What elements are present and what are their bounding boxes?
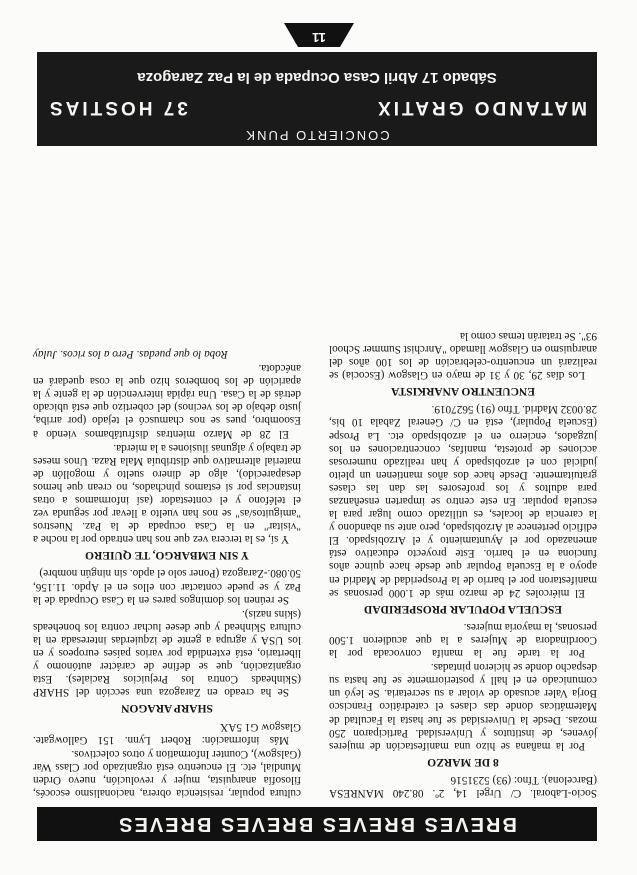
heading-sharp-aragon: SHARP ARAGON — [121, 702, 213, 715]
paragraph-sharp-aragon: Se ha creado en Zaragoza una sección del SHARP (Skinheads Contra los Prejuicios Raciales). Esta organización, que se define de carácter autónomo y libertario, está extendida por varios países europeos y en los USA y agrupa a gente de izquierdas interesada en la cultura Skinhead y que desee luchar contra los boneheads (skins nazis). — [33, 607, 301, 699]
concert-title: CONCIERTO PUNK — [244, 128, 390, 143]
heading-sin-embargo: Y SIN EMBARGO, TE QUIERO — [85, 549, 249, 562]
contact-address: Socio-Laboral. C/ Urgel 14, 2º. 08.240 MANRESA (Barcelona). Tfno: (93) 5231516 — [329, 773, 597, 799]
heading-8-marzo: 8 DE MARZO — [427, 755, 499, 768]
paragraph-sin-embargo-robbery: Y sí, es la tercera vez que nos han entrado por la noche a "visitar" en la Casa ocupada de la Paz. Nuestros "amiguitos/as" se nos han vuelto a llevar por segunda vez el teléfono y el contestador (así informamos a otras instancias por si estamos pinchados, no crean que hemos desaparecido), algo de dinero suelto y mogollón de material alternativo que distribuía Mala Raza. Unos meses de trabajo y algunas ilusiones a la mierda. — [33, 441, 301, 546]
breves-banner: BREVES BREVES BREVES BREVES — [37, 807, 597, 841]
concert-band-left: MATANDO GRATIX — [375, 97, 587, 118]
article-columns — [31, 155, 597, 799]
paragraph-encuentro-anarkista: Los días 29, 30 y 31 de mayo en Glasgow (Escocia) se realizará un encuentro-celebración de los 100 años del anarquismo en Glasgow llamado "Anrchist Summer School 93". Se tratarán temas como la — [329, 329, 597, 382]
left-column — [329, 328, 597, 799]
right-column — [33, 346, 301, 799]
paragraph-8-marzo-morning: Por la mañana se hizo una manifestación de mujeres jóvenes, de institutos y Universidad. Participaron 250 mozas. Desde la Universidad se fue hasta la Facultad de Matemáticas donde das clases el catedrático Francisco Borja Valer acusado de violar a su secretaria. Se leyó un comunicado en el hall y posteriormente se fue hasta su despacho donde se hicieron pintadas. — [329, 661, 597, 752]
paragraph-escuela-popular: El miércoles 24 de marzo más de 1.000 personas se manifestaron por el barrio de la Prosperidad de Madrid en apoyo a la Escuela Popular que desde hace quince años funciona en el barrio. Este proyecto educativo está amenazado por el Ayuntamiento y el Arzobispado. El edificio pertenece al Arzobispado, pero ante su abandono y la carencia de locales, es utilizado como lugar para la escuela popular. En este centro se imparten enseñanzas para adultos y los profesores las dan las clases gratuitamente. Desde hace dos años mantienen un pleito judicial con el arzobispado y han realizado numerosas acciones de protesta, manifas, concentraciones en los juzgados, encierro en el arzobispado etc. La Prospe (Escuela Popular), está en C/ General Zabala 10 bis, 28.0032 Madrid. Tfno (91) 5627019. — [329, 403, 597, 599]
page-number-tab — [284, 23, 354, 47]
page-number: 11 — [312, 30, 326, 45]
paragraph-sin-embargo-fire: El 28 de Marzo mientras disfrutábamos viendo a Esoombro, pues se nos chamuscó el tejado (por arriba, justo debajo de los vecinos) del cobertizo que está ubicado detrás de la Casa. Una rápida intervención de la gente y la aparición de los bomberos hizo que la cosa quedará en anécdota. — [33, 362, 301, 440]
paragraph-encuentro-continued: cultura popular, resistencia obrera, nacionalismo escocés, filosofía anarquista, mujer y revolución, nuevo Orden Mundial, etc. El encuentro está organizado por Class War (Galsgow), Counter Information y otros colectivos. — [33, 747, 301, 799]
paragraph-8-marzo-afternoon: Por la tarde fue la manifa convocada por la Coordinadora de Mujeres a la que acudieron 1.500 personas, la mayoría mujeres. — [329, 620, 597, 660]
closing-quote: Roba lo que puedas. Pero a los ricos. Julay — [33, 348, 228, 360]
concert-venue: Sábado 17 Abril Casa Ocupada de la Paz Zaragoza — [137, 69, 497, 86]
concert-announcement-box — [37, 52, 597, 146]
heading-escuela-popular: ESCUELA POPULAR PROSPERIDAD — [363, 602, 563, 615]
concert-band-right: 37 HOSTIAS — [47, 97, 188, 118]
paragraph-sharp-contact: Se reúnen los domingos pares en la Casa Ocupada de la Paz y se puede contactar con ellos en el Apdo. 11.156, 50.080.-Zaragoza (Poner solo el apdo. sin ningún nombre) — [33, 567, 301, 606]
heading-encuentro-anarkista: ENCUENTRO ANARKISTA — [391, 385, 535, 398]
paragraph-more-info: Más información: Robert Lynn. 151 Gallowgate. Glasgow G1 5AX — [33, 720, 301, 746]
